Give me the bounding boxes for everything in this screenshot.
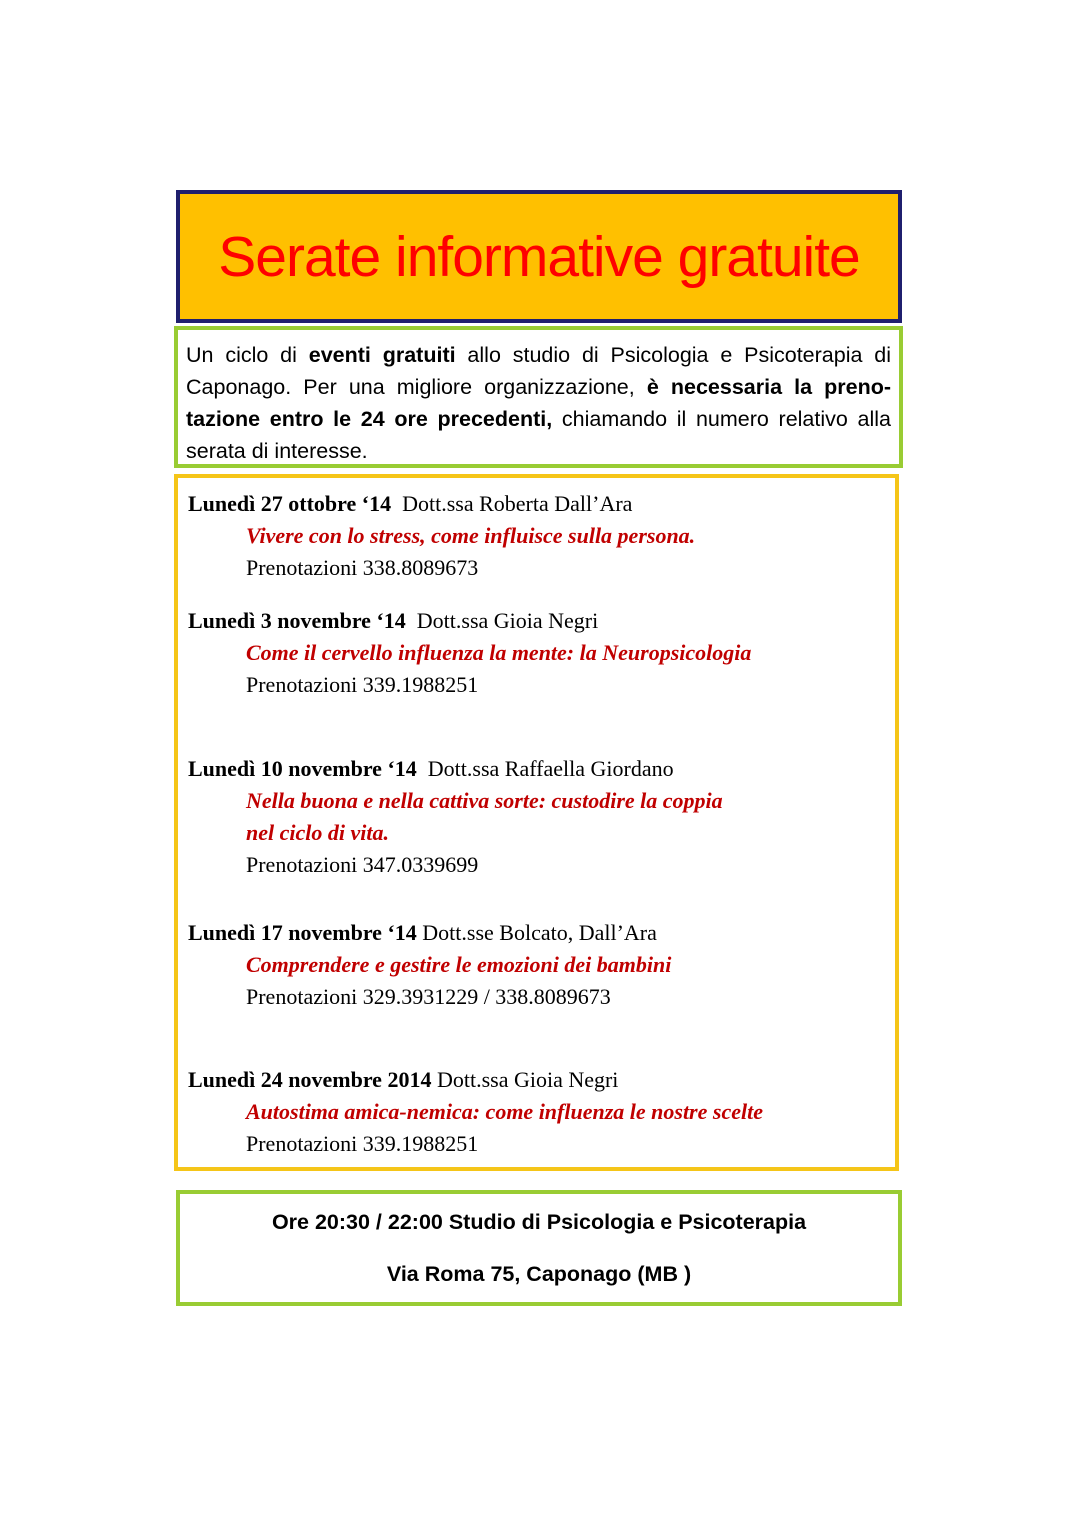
event-header (188, 1064, 763, 1096)
event-phone: Prenotazioni 339.1988251 (246, 672, 479, 697)
event-speaker: Dott.ssa Raffaella Giordano (427, 756, 674, 781)
event-item (188, 605, 751, 701)
event-topic: Nella buona e nella cattiva sorte: custodire la coppia (246, 788, 723, 813)
intro-box (174, 326, 903, 468)
event-date: Lunedì 3 novembre ‘14 (188, 608, 406, 633)
event-speaker: Dott.ssa Roberta Dall’Ara (402, 491, 633, 516)
event-date: Lunedì 24 novembre 2014 (188, 1067, 432, 1092)
event-topic: Autostima amica-nemica: come influenza le nostre scelte (246, 1099, 763, 1124)
intro-bold-free-events: eventi gratuiti (308, 343, 456, 367)
event-phone: Prenotazioni 347.0339699 (246, 852, 479, 877)
event-item (188, 488, 695, 584)
event-speaker: Dott.ssa Gioia Negri (416, 608, 599, 633)
events-list (174, 474, 899, 1171)
event-date: Lunedì 27 ottobre ‘14 (188, 491, 392, 516)
event-topic: Comprendere e gestire le emozioni dei bambini (246, 952, 672, 977)
title-banner (176, 190, 902, 323)
intro-text: Un ciclo di eventi gratuiti allo studio di Psicologia e Psicoterapia di Caponago. Per una migliore organizzazione, è necessaria la preno-tazione entro le 24 ore precedenti, chiamando il numero relativo alla serata di interesse. (186, 343, 892, 463)
event-item (188, 753, 723, 881)
event-header (188, 605, 751, 637)
event-header (188, 488, 695, 520)
event-date: Lunedì 17 novembre ‘14 (188, 920, 417, 945)
event-item (188, 917, 671, 1013)
event-topic-continued: nel ciclo di vita. (246, 820, 389, 845)
event-phone: Prenotazioni 338.8089673 (246, 555, 479, 580)
event-header (188, 917, 671, 949)
intro-bold-booking: è necessaria la preno-tazione entro le 24 ore precedenti, (186, 375, 892, 431)
page-title: Serate informative gratuite (218, 224, 860, 289)
event-date: Lunedì 10 novembre ‘14 (188, 756, 417, 781)
event-item (188, 1064, 763, 1160)
event-speaker: Dott.ssa Gioia Negri (436, 1067, 619, 1092)
time-and-venue: Ore 20:30 / 22:00 Studio di Psicologia e Psicoterapia (271, 1210, 807, 1234)
event-header (188, 753, 723, 785)
address: Via Roma 75, Caponago (MB ) (386, 1262, 692, 1286)
event-topic: Vivere con lo stress, come influisce sulla persona. (246, 523, 696, 548)
event-phone: Prenotazioni 339.1988251 (246, 1131, 479, 1156)
event-phone: Prenotazioni 329.3931229 / 338.8089673 (246, 984, 611, 1009)
location-box (176, 1190, 902, 1306)
event-topic: Come il cervello influenza la mente: la Neuropsicologia (246, 640, 752, 665)
event-speaker: Dott.sse Bolcato, Dall’Ara (422, 920, 657, 945)
